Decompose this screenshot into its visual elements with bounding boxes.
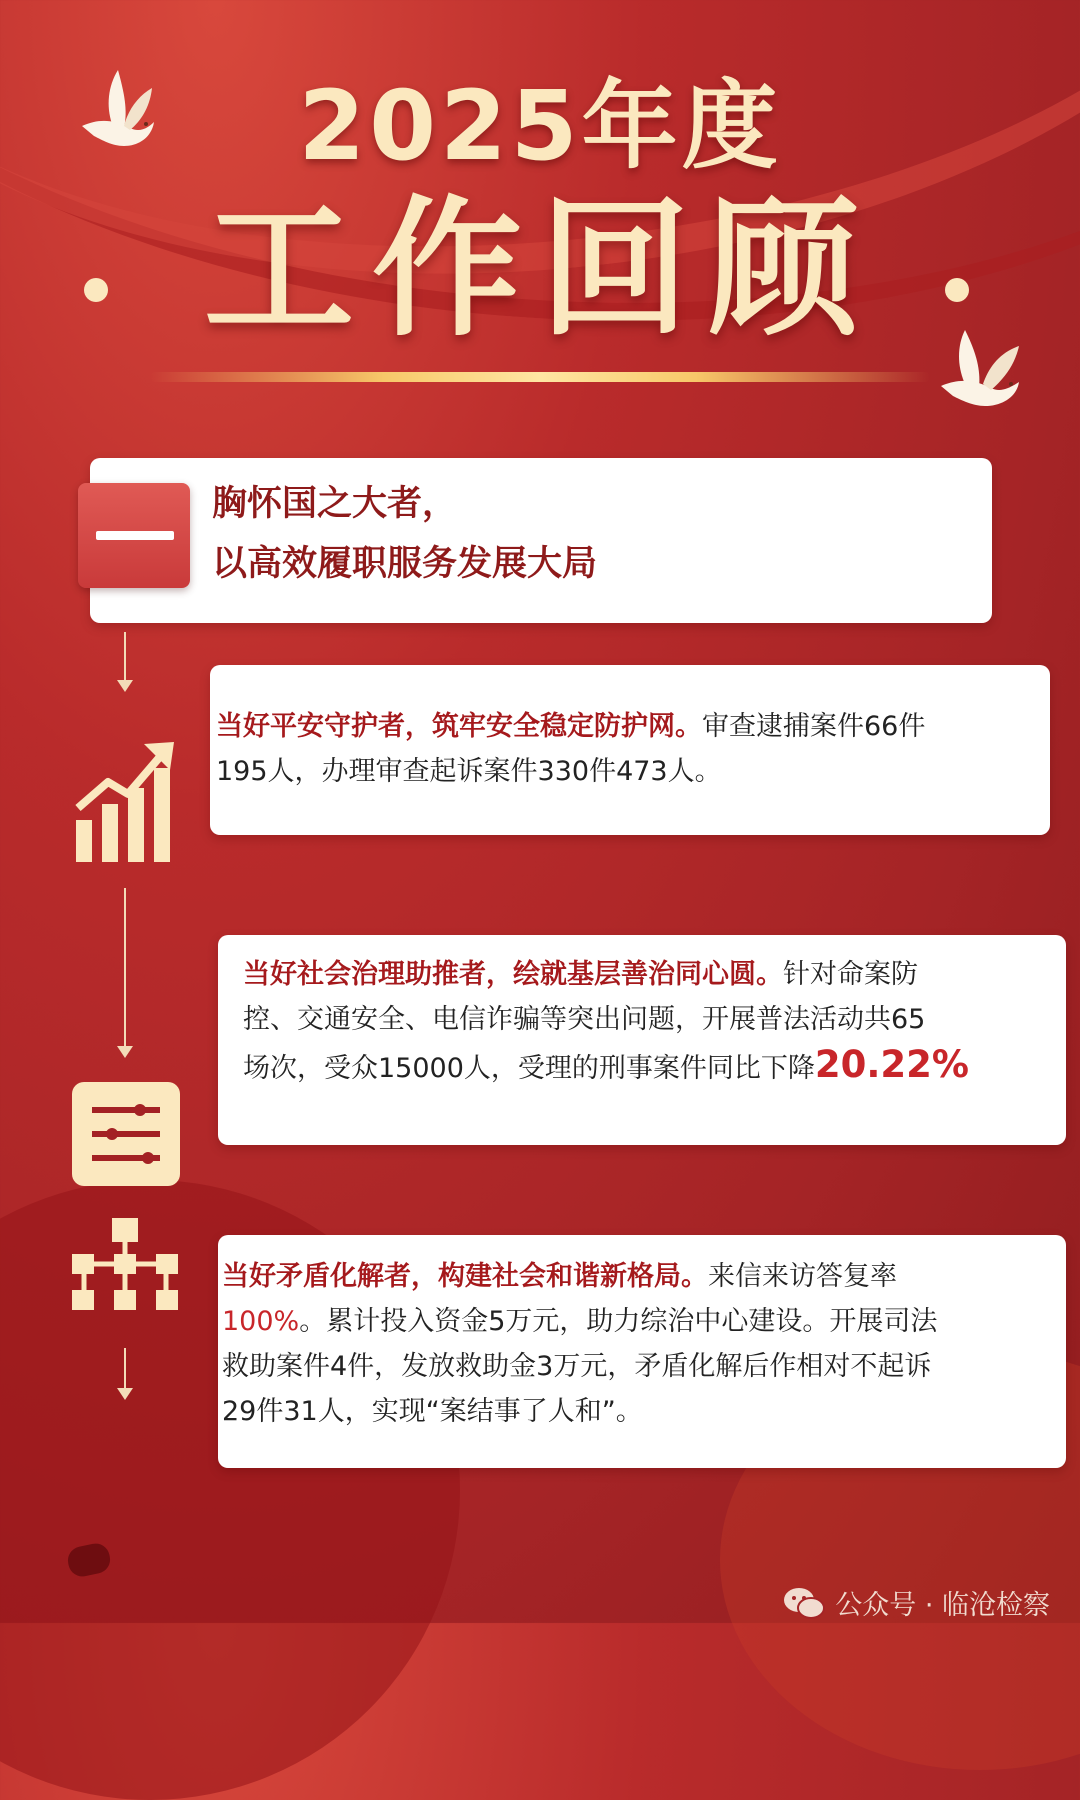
section-heading-line1: 胸怀国之大者，: [212, 484, 458, 524]
item-text-safety: [216, 704, 1046, 794]
arrow-head: [117, 680, 133, 692]
item-lead: 当好矛盾化解者，构建社会和谐新格局。: [222, 1261, 708, 1292]
wechat-icon: [783, 1586, 825, 1620]
watermark-text: 公众号 · 临沧检察: [835, 1590, 1050, 1621]
item-text-line: 针对命案防: [783, 959, 918, 990]
connector-arrow: [124, 888, 126, 1048]
item-text-line: 审查逮捕案件66件: [702, 711, 926, 742]
rising-bar-chart-icon: [72, 738, 178, 864]
decline-percentage: 20.22%: [814, 1043, 969, 1086]
item-text-line: 控、交通安全、电信诈骗等突出问题，开展普法活动共65: [243, 1004, 926, 1035]
item-text-line: 29件31人，实现“案结事了人和”。: [222, 1396, 643, 1427]
section-number-glyph: [96, 531, 174, 540]
arrow-head: [117, 1046, 133, 1058]
connector-arrow: [124, 632, 126, 680]
watermark: [783, 1583, 1050, 1622]
item-lead: 当好社会治理助推者，绘就基层善治同心圆。: [243, 959, 783, 990]
section-heading-line2: 以高效履职服务发展大局: [212, 544, 598, 584]
response-rate: 100%: [222, 1306, 300, 1337]
item-lead: 当好平安守护者，筑牢安全稳定防护网。: [216, 711, 702, 742]
item-text-line: 场次，受众15000人，受理的刑事案件同比下降: [243, 1053, 815, 1084]
title-year: 2025年度: [298, 70, 782, 182]
item-text-line: 救助案件4件，发放救助金3万元，矛盾化解后作相对不起诉: [222, 1351, 932, 1382]
item-text-line: 195人，办理审查起诉案件330件473人。: [216, 756, 722, 787]
connector-arrow: [124, 1348, 126, 1390]
org-chart-icon: [72, 1218, 178, 1310]
item-text-line: 来信来访答复率: [708, 1261, 897, 1292]
section-number-badge: [78, 483, 190, 588]
gold-glow-divider: [150, 372, 930, 382]
title-main: 工作回顾: [203, 183, 876, 357]
sliders-icon: [72, 1082, 180, 1186]
item-text-governance: [243, 952, 1063, 1091]
item-text-mediation: [222, 1254, 1064, 1434]
arrow-head: [117, 1388, 133, 1400]
item-text-line: 。累计投入资金5万元，助力综治中心建设。开展司法: [299, 1306, 938, 1337]
